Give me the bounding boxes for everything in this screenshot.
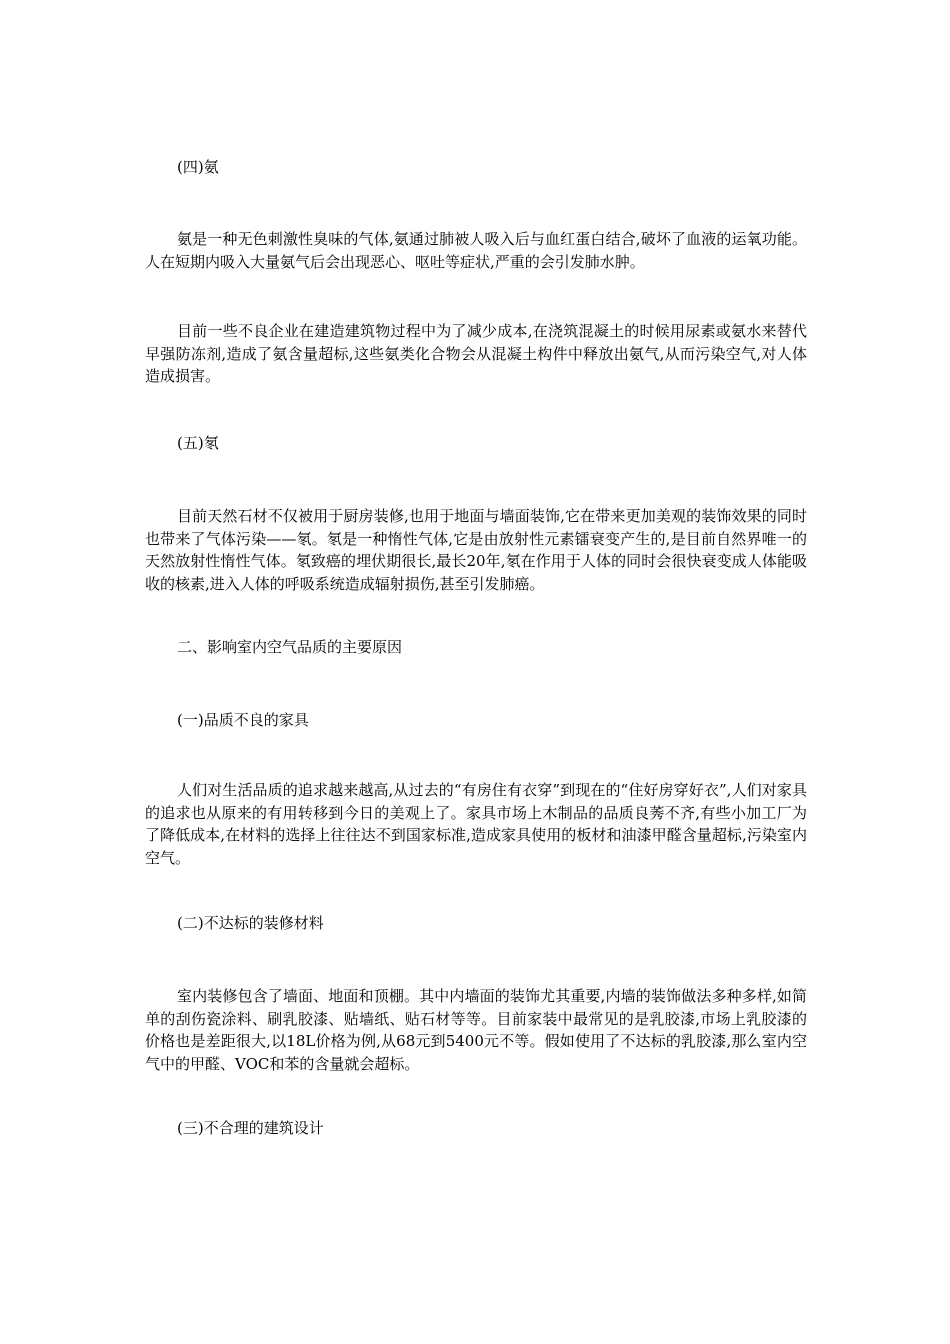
paragraph-radon: 目前天然石材不仅被用于厨房装修,也用于地面与墙面装饰,它在带来更加美观的装饰效果的同时也带来了气体污染——氡。氡是一种惰性气体,它是由放射性元素镭衰变产生的,是目前自然界唯一的天然放射性惰性气体。氡致癌的埋伏期很长,最长20年,氡在作用于人体的同时会很快衰变成人体能吸收的核素,进入人体的呼吸系统造成辐射损伤,甚至引发肺癌。	[145, 507, 807, 593]
paragraph-ammonia-source: 目前一些不良企业在建造建筑物过程中为了减少成本,在浇筑混凝土的时候用尿素或氨水来替代早强防冻剂,造成了氨含量超标,这些氨类化合物会从混凝土构件中释放出氨气,从而污染空气,对人体造成损害。	[145, 322, 807, 385]
section-heading-materials: (二)不达标的装修材料	[177, 914, 324, 932]
section-heading-building-design: (三)不合理的建筑设计	[177, 1119, 324, 1137]
section-heading-radon: (五)氡	[177, 434, 219, 452]
paragraph-materials: 室内装修包含了墙面、地面和顶棚。其中内墙面的装饰尤其重要,内墙的装饰做法多种多样,如简单的刮伤瓷涂料、刷乳胶漆、贴墙纸、贴石材等等。目前家装中最常见的是乳胶漆,市场上乳胶漆的价格也是差距很大,以18L价格为例,从68元到5400元不等。假如使用了不达标的乳胶漆,那么室内空气中的甲醛、VOC和苯的含量就会超标。	[145, 987, 807, 1073]
section-heading-ammonia: (四)氨	[177, 158, 219, 176]
paragraph-ammonia-effects: 氨是一种无色刺激性臭味的气体,氨通过肺被人吸入后与血红蛋白结合,破坏了血液的运氧功能。人在短期内吸入大量氨气后会出现恶心、呕吐等症状,严重的会引发肺水肿。	[145, 230, 807, 271]
paragraph-furniture: 人们对生活品质的追求越来越高,从过去的“有房住有衣穿”到现在的“住好房穿好衣”,人们对家具的追求也从原来的有用转移到今日的美观上了。家具市场上木制品的品质良莠不齐,有些小加工厂为了降低成本,在材料的选择上往往达不到国家标准,造成家具使用的板材和油漆甲醛含量超标,污染室内空气。	[145, 781, 807, 867]
section-heading-main-causes: 二、影响室内空气品质的主要原因	[177, 638, 403, 656]
section-heading-furniture: (一)品质不良的家具	[177, 711, 309, 729]
